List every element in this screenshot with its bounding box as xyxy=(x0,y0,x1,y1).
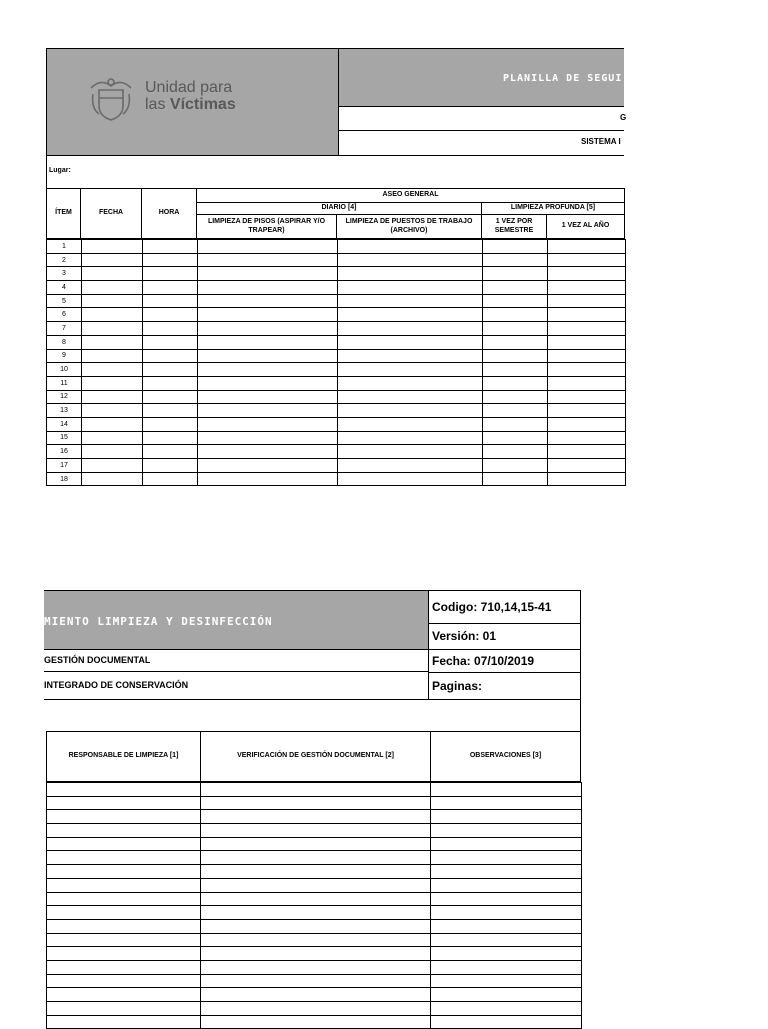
table-row xyxy=(47,947,582,961)
table-cell xyxy=(338,404,483,418)
table-row xyxy=(47,906,582,920)
header-row-3-text: SISTEMA I xyxy=(581,137,621,146)
table-cell xyxy=(82,472,143,486)
table-cell xyxy=(483,404,548,418)
table-row xyxy=(47,349,626,363)
table-row xyxy=(47,308,626,322)
table-row xyxy=(47,1015,582,1029)
table-cell xyxy=(431,947,582,961)
table-cell xyxy=(431,810,582,824)
item-number: 5 xyxy=(47,294,82,308)
table-cell xyxy=(82,308,143,322)
table-cell xyxy=(82,404,143,418)
table-cell xyxy=(198,294,338,308)
table-cell xyxy=(198,472,338,486)
table-cell xyxy=(548,445,626,459)
table-row xyxy=(47,253,626,267)
table-cell xyxy=(483,322,548,336)
table-cell xyxy=(548,431,626,445)
table-cell xyxy=(431,960,582,974)
table-cell xyxy=(431,796,582,810)
item-number: 9 xyxy=(47,349,82,363)
table-cell xyxy=(338,253,483,267)
table-cell xyxy=(47,865,201,879)
table-cell xyxy=(198,376,338,390)
gestion-row xyxy=(44,650,428,672)
table-row xyxy=(47,431,626,445)
table-cell xyxy=(82,335,143,349)
table-cell xyxy=(143,445,198,459)
page-2-data-table xyxy=(46,782,582,1029)
table-cell xyxy=(338,417,483,431)
table-cell xyxy=(143,472,198,486)
logo-line-2-b: Víctimas xyxy=(169,96,236,113)
table-cell xyxy=(201,919,431,933)
table-cell xyxy=(431,783,582,797)
table-cell xyxy=(338,267,483,281)
version-cell: Versión: 01 xyxy=(428,623,581,650)
table-cell xyxy=(431,933,582,947)
table-cell xyxy=(548,294,626,308)
table-cell xyxy=(47,919,201,933)
table-row xyxy=(47,796,582,810)
table-cell xyxy=(483,417,548,431)
table-row xyxy=(47,1002,582,1016)
table-cell xyxy=(483,349,548,363)
logo-line-2 xyxy=(145,96,236,113)
header-responsable: RESPONSABLE DE LIMPIEZA [1] xyxy=(46,731,201,782)
table-cell xyxy=(47,892,201,906)
table-row xyxy=(47,960,582,974)
fecha-cell: Fecha: 07/10/2019 xyxy=(428,650,581,673)
table-cell xyxy=(82,349,143,363)
table-cell xyxy=(143,431,198,445)
table-cell xyxy=(548,459,626,473)
header-anio: 1 VEZ AL AÑO xyxy=(546,214,625,239)
item-number: 4 xyxy=(47,281,82,295)
table-cell xyxy=(338,376,483,390)
table-cell xyxy=(483,335,548,349)
table-cell xyxy=(338,459,483,473)
table-cell xyxy=(201,988,431,1002)
table-cell xyxy=(201,1002,431,1016)
table-cell xyxy=(431,851,582,865)
table-row xyxy=(47,988,582,1002)
table-cell xyxy=(431,824,582,838)
item-number: 6 xyxy=(47,308,82,322)
table-row xyxy=(47,390,626,404)
table-row xyxy=(47,865,582,879)
table-cell xyxy=(47,1002,201,1016)
header-row-2 xyxy=(338,107,627,131)
item-number: 11 xyxy=(47,376,82,390)
header-aseo-general: ASEO GENERAL xyxy=(196,188,625,203)
logo-block xyxy=(46,48,338,156)
table-cell xyxy=(47,851,201,865)
logo-text xyxy=(145,79,236,113)
table-row xyxy=(47,892,582,906)
table-row xyxy=(47,267,626,281)
table-cell xyxy=(198,390,338,404)
title-block xyxy=(338,48,624,107)
header-limpieza-profunda: LIMPIEZA PROFUNDA [5] xyxy=(481,202,625,215)
table-cell xyxy=(198,459,338,473)
table-cell xyxy=(198,431,338,445)
table-cell xyxy=(431,878,582,892)
table-cell xyxy=(143,376,198,390)
table-cell xyxy=(47,796,201,810)
table-cell xyxy=(143,404,198,418)
table-cell xyxy=(143,322,198,336)
table-cell xyxy=(143,349,198,363)
item-number: 1 xyxy=(47,240,82,254)
table-cell xyxy=(47,988,201,1002)
header-pisos: LIMPIEZA DE PISOS (ASPIRAR Y/O TRAPEAR) xyxy=(196,214,337,239)
table-cell xyxy=(483,363,548,377)
table-cell xyxy=(82,240,143,254)
table-cell xyxy=(338,240,483,254)
header-fecha: FECHA xyxy=(80,188,142,239)
header-item: ÍTEM xyxy=(46,188,81,239)
table-cell xyxy=(47,810,201,824)
table-cell xyxy=(198,240,338,254)
table-cell xyxy=(143,240,198,254)
table-cell xyxy=(483,281,548,295)
table-row xyxy=(47,974,582,988)
table-cell xyxy=(483,294,548,308)
table-cell xyxy=(82,431,143,445)
table-cell xyxy=(198,417,338,431)
table-row xyxy=(47,335,626,349)
table-row xyxy=(47,417,626,431)
table-cell xyxy=(143,253,198,267)
table-row xyxy=(47,445,626,459)
item-number: 2 xyxy=(47,253,82,267)
page-2-title-block xyxy=(44,590,428,650)
table-cell xyxy=(47,1015,201,1029)
table-row xyxy=(47,851,582,865)
sistema-row xyxy=(44,672,428,700)
table-cell xyxy=(483,431,548,445)
table-cell xyxy=(82,322,143,336)
table-cell xyxy=(338,281,483,295)
table-cell xyxy=(198,322,338,336)
table-cell xyxy=(47,878,201,892)
table-cell xyxy=(483,445,548,459)
table-row xyxy=(47,404,626,418)
item-number: 7 xyxy=(47,322,82,336)
table-cell xyxy=(483,308,548,322)
table-cell xyxy=(198,335,338,349)
item-number: 15 xyxy=(47,431,82,445)
table-cell xyxy=(338,349,483,363)
table-cell xyxy=(82,417,143,431)
table-cell xyxy=(198,363,338,377)
table-cell xyxy=(338,335,483,349)
table-cell xyxy=(548,308,626,322)
paginas-cell: Paginas: xyxy=(428,672,581,700)
header-puestos: LIMPIEZA DE PUESTOS DE TRABAJO (ARCHIVO) xyxy=(336,214,482,239)
table-cell xyxy=(47,783,201,797)
table-cell xyxy=(82,294,143,308)
table-row xyxy=(47,376,626,390)
table-row xyxy=(47,824,582,838)
table-cell xyxy=(143,363,198,377)
table-cell xyxy=(431,988,582,1002)
table-cell xyxy=(201,851,431,865)
header-row-2-text: G xyxy=(620,113,627,122)
table-cell xyxy=(82,445,143,459)
table-cell xyxy=(201,837,431,851)
table-cell xyxy=(548,335,626,349)
table-cell xyxy=(431,906,582,920)
table-cell xyxy=(198,349,338,363)
table-cell xyxy=(82,459,143,473)
table-cell xyxy=(47,824,201,838)
table-row xyxy=(47,363,626,377)
table-cell xyxy=(548,281,626,295)
table-cell xyxy=(338,308,483,322)
page-2-title-fragment: MIENTO LIMPIEZA Y DESINFECCIÓN xyxy=(44,615,273,628)
table-cell xyxy=(201,947,431,961)
header-row-3 xyxy=(338,131,624,156)
table-cell xyxy=(143,417,198,431)
header-semestre: 1 VEZ POR SEMESTRE xyxy=(481,214,547,239)
table-cell xyxy=(338,431,483,445)
table-cell xyxy=(47,933,201,947)
table-row xyxy=(47,322,626,336)
header-diario: DIARIO [4] xyxy=(196,202,482,215)
table-cell xyxy=(82,267,143,281)
table-row xyxy=(47,837,582,851)
table-cell xyxy=(431,865,582,879)
table-cell xyxy=(82,363,143,377)
table-cell xyxy=(198,445,338,459)
table-cell xyxy=(47,906,201,920)
table-cell xyxy=(47,947,201,961)
table-cell xyxy=(201,796,431,810)
logo-line-1: Unidad para xyxy=(145,79,233,96)
table-cell xyxy=(198,308,338,322)
table-cell xyxy=(548,240,626,254)
codigo-cell: Codigo: 710,14,15-41 xyxy=(428,590,581,624)
table-cell xyxy=(201,824,431,838)
table-cell xyxy=(431,974,582,988)
table-cell xyxy=(143,390,198,404)
item-number: 8 xyxy=(47,335,82,349)
table-row xyxy=(47,281,626,295)
item-number: 14 xyxy=(47,417,82,431)
table-cell xyxy=(338,363,483,377)
table-cell xyxy=(201,1015,431,1029)
table-cell xyxy=(338,445,483,459)
table-cell xyxy=(431,1015,582,1029)
table-cell xyxy=(82,390,143,404)
page-1-data-table xyxy=(46,239,626,486)
table-cell xyxy=(201,960,431,974)
table-cell xyxy=(198,281,338,295)
page-2-blank-row xyxy=(44,700,581,731)
table-cell xyxy=(143,335,198,349)
table-cell xyxy=(338,322,483,336)
page-title-fragment: PLANILLA DE SEGUI xyxy=(503,73,623,84)
item-number: 13 xyxy=(47,404,82,418)
table-cell xyxy=(143,459,198,473)
table-cell xyxy=(548,267,626,281)
item-number: 10 xyxy=(47,363,82,377)
sistema-fragment: INTEGRADO DE CONSERVACIÓN xyxy=(44,680,189,690)
lugar-row xyxy=(46,156,624,188)
table-cell xyxy=(548,322,626,336)
table-cell xyxy=(201,892,431,906)
table-cell xyxy=(201,865,431,879)
table-cell xyxy=(201,974,431,988)
table-cell xyxy=(47,960,201,974)
table-row xyxy=(47,294,626,308)
table-row xyxy=(47,878,582,892)
table-cell xyxy=(548,253,626,267)
table-cell xyxy=(198,404,338,418)
table-cell xyxy=(483,459,548,473)
item-number: 17 xyxy=(47,459,82,473)
coat-of-arms-icon xyxy=(87,74,135,124)
table-row xyxy=(47,472,626,486)
table-cell xyxy=(338,390,483,404)
table-cell xyxy=(548,472,626,486)
lugar-label: Lugar: xyxy=(49,167,71,174)
header-verificacion: VERIFICACIÓN DE GESTIÓN DOCUMENTAL [2] xyxy=(200,731,431,782)
table-row xyxy=(47,783,582,797)
table-cell xyxy=(548,404,626,418)
table-cell xyxy=(483,472,548,486)
table-cell xyxy=(47,974,201,988)
table-cell xyxy=(82,281,143,295)
table-cell xyxy=(338,294,483,308)
table-cell xyxy=(483,390,548,404)
table-cell xyxy=(201,933,431,947)
table-row xyxy=(47,810,582,824)
table-cell xyxy=(483,240,548,254)
table-cell xyxy=(483,253,548,267)
item-number: 18 xyxy=(47,472,82,486)
table-cell xyxy=(82,376,143,390)
table-cell xyxy=(548,390,626,404)
table-cell xyxy=(143,281,198,295)
table-row xyxy=(47,459,626,473)
table-cell xyxy=(143,308,198,322)
table-cell xyxy=(47,837,201,851)
table-cell xyxy=(548,349,626,363)
table-row xyxy=(47,933,582,947)
table-cell xyxy=(483,376,548,390)
item-number: 16 xyxy=(47,445,82,459)
table-cell xyxy=(201,878,431,892)
table-cell xyxy=(201,906,431,920)
table-row xyxy=(47,240,626,254)
table-cell xyxy=(82,253,143,267)
header-observaciones: OBSERVACIONES [3] xyxy=(430,731,581,782)
table-cell xyxy=(548,417,626,431)
table-cell xyxy=(201,810,431,824)
table-cell xyxy=(548,376,626,390)
item-number: 12 xyxy=(47,390,82,404)
table-cell xyxy=(338,472,483,486)
table-cell xyxy=(198,253,338,267)
table-cell xyxy=(201,783,431,797)
item-number: 3 xyxy=(47,267,82,281)
table-cell xyxy=(143,294,198,308)
table-cell xyxy=(431,892,582,906)
table-cell xyxy=(548,363,626,377)
table-cell xyxy=(431,837,582,851)
gestion-fragment: GESTIÓN DOCUMENTAL xyxy=(44,655,151,665)
table-row xyxy=(47,919,582,933)
table-cell xyxy=(143,267,198,281)
table-cell xyxy=(431,1002,582,1016)
header-hora: HORA xyxy=(141,188,197,239)
table-cell xyxy=(198,267,338,281)
logo-line-2-a: las xyxy=(145,96,170,113)
table-cell xyxy=(483,267,548,281)
table-cell xyxy=(431,919,582,933)
table-header xyxy=(46,188,624,239)
